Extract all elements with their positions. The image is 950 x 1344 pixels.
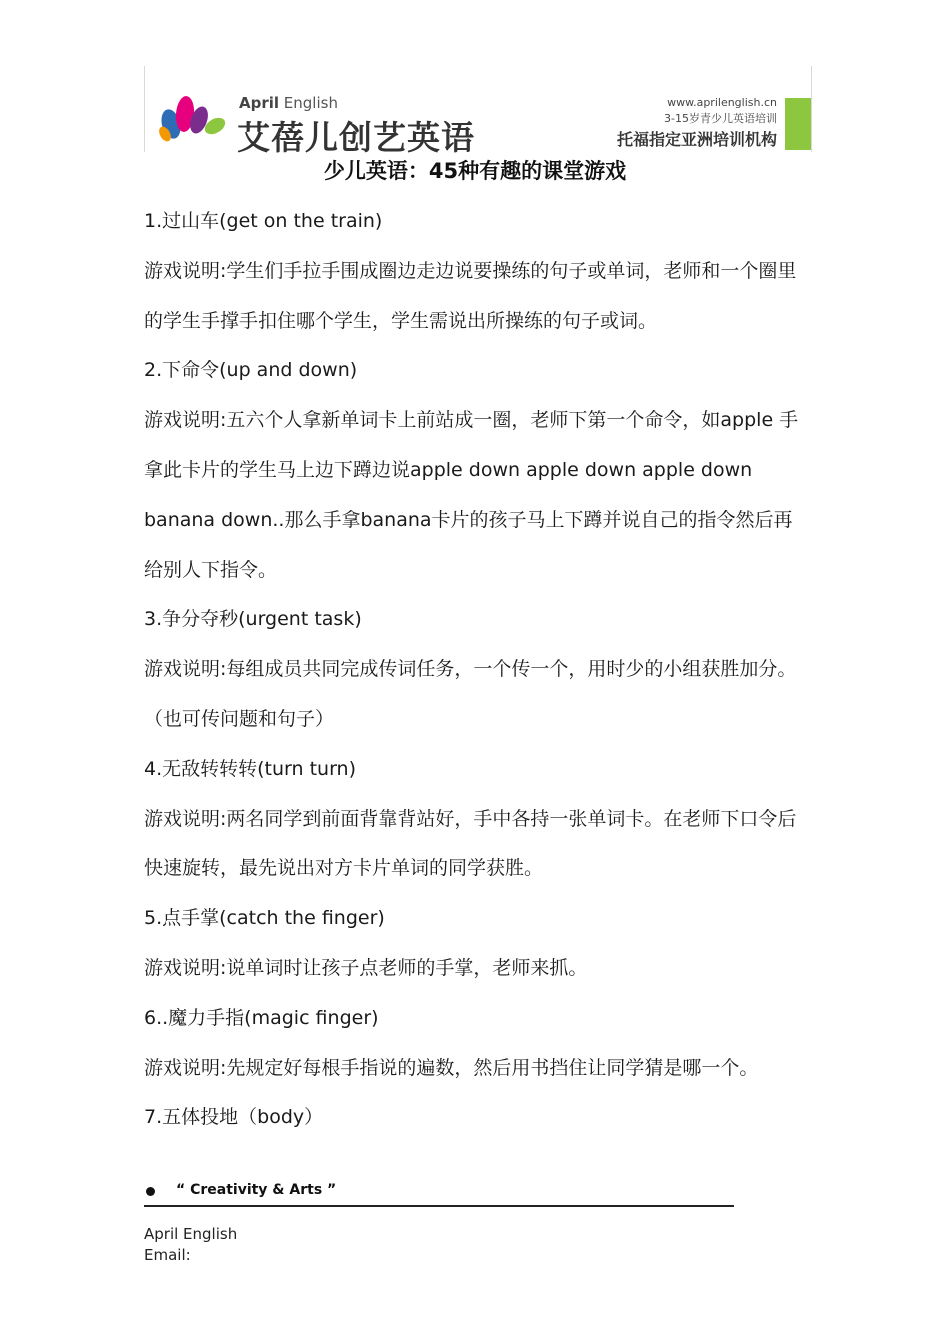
bullet-icon xyxy=(146,1187,155,1196)
game-4-description-cont: 快速旋转，最先说出对方卡片单词的同学获胜。 xyxy=(144,857,544,880)
document-title: 少儿英语：45种有趣的课堂游戏 xyxy=(323,159,627,183)
document-body xyxy=(144,197,814,1143)
footer-company: April English xyxy=(144,1225,238,1243)
game-1-heading: 1.过山车(get on the train) xyxy=(144,210,383,232)
game-4-description: 游戏说明:两名同学到前面背靠背站好，手中各持一张单词卡。在老师下口令后 xyxy=(144,807,797,830)
footer-slogan: “ Creativity & Arts ” xyxy=(176,1182,337,1198)
game-5-description: 游戏说明:说单词时让孩子点老师的手掌，老师来抓。 xyxy=(144,956,588,979)
game-5-heading: 5.点手掌(catch the finger) xyxy=(144,907,385,930)
game-4-heading: 4.无敌转转转(turn turn) xyxy=(144,757,357,780)
footer-email: Email: xyxy=(144,1246,191,1264)
brand-english-name: April English xyxy=(239,94,338,112)
game-2-heading: 2.下命令(up and down) xyxy=(144,359,358,382)
certification-text: 托福指定亚洲培训机构 xyxy=(616,130,777,149)
game-3-description-cont: （也可传问题和句子） xyxy=(144,707,335,730)
page-header xyxy=(144,66,812,157)
game-2-description-cont: 拿此卡片的学生马上边下蹲边说apple down apple down apple down xyxy=(144,458,753,481)
game-6-description: 游戏说明:先规定好每根手指说的遍数，然后用书挡住让同学猜是哪一个。 xyxy=(144,1056,759,1079)
game-6-heading: 6..魔力手指(magic finger) xyxy=(144,1006,379,1029)
header-info xyxy=(617,96,777,150)
game-3-description: 游戏说明:每组成员共同完成传词任务，一个传一个，用时少的小组获胜加分。 xyxy=(144,658,797,681)
accent-bar xyxy=(785,98,811,150)
game-2-description: 游戏说明:五六个人拿新单词卡上前站成一圈，老师下第一个命令，如apple 手 xyxy=(144,409,799,432)
game-2-description-cont: banana down..那么手拿banana卡片的孩子马上下蹲并说自己的指令然后再 xyxy=(144,508,793,531)
game-7-heading: 7.五体投地（body） xyxy=(144,1106,324,1129)
website-url: www.aprilenglish.cn xyxy=(667,96,777,109)
brand-chinese-name: 艾蓓儿创艺英语 xyxy=(237,118,475,157)
game-1-description-cont: 的学生手撑手扣住哪个学生，学生需说出所操练的句子或词。 xyxy=(144,309,658,332)
game-1-description: 游戏说明:学生们手拉手围成圈边走边说要操练的句子或单词，老师和一个圈里 xyxy=(144,259,797,282)
footer-slogan-row xyxy=(144,1182,744,1204)
age-range: 3-15岁青少儿英语培训 xyxy=(664,112,777,125)
april-english-leaf-logo-icon xyxy=(155,90,231,146)
game-3-heading: 3.争分夺秒(urgent task) xyxy=(144,608,362,631)
footer-divider xyxy=(144,1205,734,1207)
game-2-description-cont: 给别人下指令。 xyxy=(144,558,278,581)
